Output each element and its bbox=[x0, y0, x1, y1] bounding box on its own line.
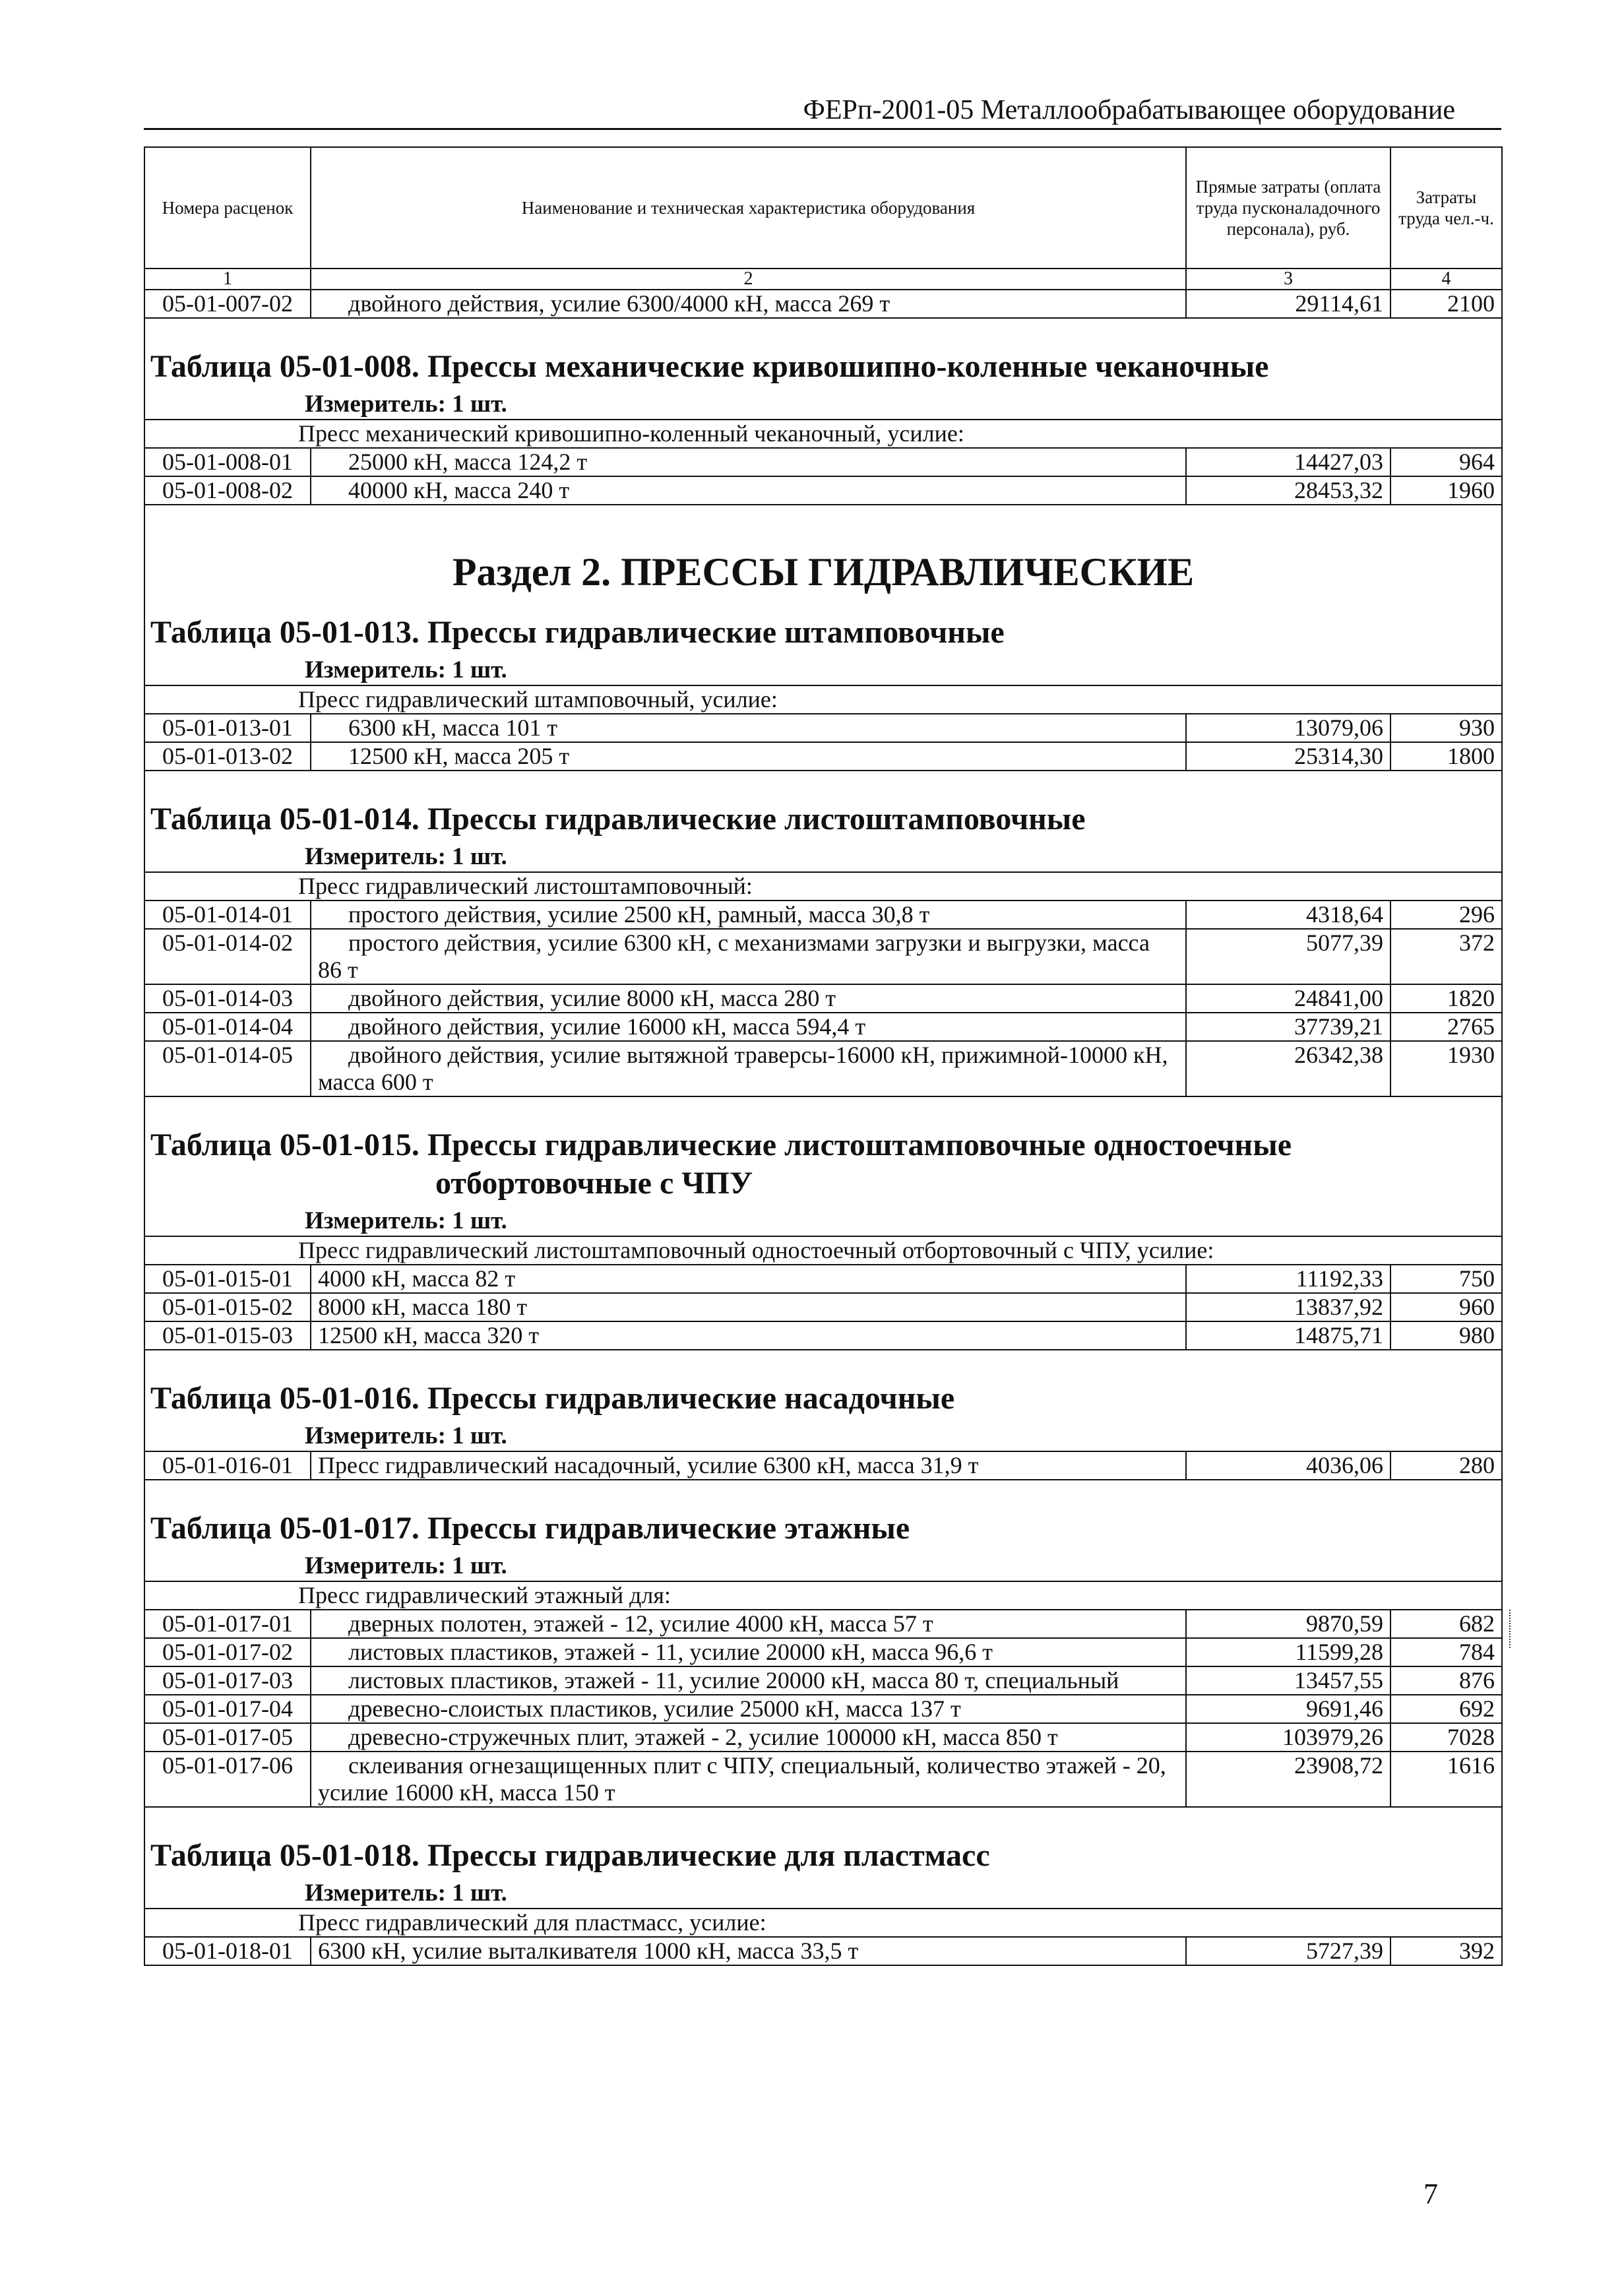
rate-name: 6300 кН, усилие выталкивателя 1000 кН, масса 33,5 т bbox=[311, 1937, 1186, 1965]
rate-name: склеивания огнезащищенных плит с ЧПУ, специальный, количество этажей - 20, усилие 16000 кН, масса 150 т bbox=[311, 1752, 1186, 1807]
rate-name: листовых пластиков, этажей - 11, усилие 20000 кН, масса 96,6 т bbox=[311, 1638, 1186, 1666]
unit-label: Измеритель: 1 шт. bbox=[305, 1880, 507, 1907]
rates-table bbox=[144, 146, 1503, 1966]
unit-label: Измеритель: 1 шт. bbox=[305, 843, 507, 870]
table-title bbox=[145, 1097, 1501, 1208]
rate-cost: 4036,06 bbox=[1186, 1451, 1390, 1480]
rate-name: 8000 кН, масса 180 т bbox=[311, 1293, 1186, 1321]
rate-code: 05-01-014-01 bbox=[144, 901, 311, 929]
group-label: Пресс гидравлический листоштамповочный одностоечный отбортовочный с ЧПУ, усилие: bbox=[144, 1236, 1502, 1265]
unit-label: Измеритель: 1 шт. bbox=[305, 1207, 507, 1234]
rate-labor: 1820 bbox=[1390, 984, 1502, 1013]
table-title: Таблица 05-01-016. Прессы гидравлические насадочные bbox=[150, 1381, 955, 1416]
rate-name: древесно-стружечных плит, этажей - 2, усилие 100000 кН, масса 850 т bbox=[311, 1723, 1186, 1752]
table-row bbox=[144, 1041, 1502, 1096]
table-heading-row bbox=[144, 1350, 1502, 1451]
group-row bbox=[144, 685, 1502, 714]
rate-cost: 9691,46 bbox=[1186, 1695, 1390, 1723]
rate-cost: 11599,28 bbox=[1186, 1638, 1390, 1666]
rate-cost: 14427,03 bbox=[1186, 448, 1390, 476]
table-title: Таблица 05-01-013. Прессы гидравлические штамповочные bbox=[150, 615, 1005, 650]
rate-cost: 23908,72 bbox=[1186, 1752, 1390, 1807]
rate-cost: 26342,38 bbox=[1186, 1041, 1390, 1096]
document-body bbox=[144, 146, 1501, 1966]
rate-name: 25000 кН, масса 124,2 т bbox=[311, 448, 1186, 476]
rate-labor: 750 bbox=[1390, 1265, 1502, 1293]
rate-name: двойного действия, усилие 8000 кН, масса 280 т bbox=[311, 984, 1186, 1013]
group-row bbox=[144, 1581, 1502, 1610]
table-row bbox=[144, 1321, 1502, 1350]
rate-labor: 876 bbox=[1390, 1666, 1502, 1695]
table-row bbox=[144, 742, 1502, 771]
col-number: 3 bbox=[1186, 269, 1390, 290]
col-number: 4 bbox=[1390, 269, 1502, 290]
rate-code: 05-01-014-04 bbox=[144, 1013, 311, 1041]
rate-cost: 13837,92 bbox=[1186, 1293, 1390, 1321]
rate-code: 05-01-017-04 bbox=[144, 1695, 311, 1723]
col-header-cost: Прямые затраты (оплата труда пусконаладочного персонала), руб. bbox=[1186, 147, 1390, 269]
rate-cost: 14875,71 bbox=[1186, 1321, 1390, 1350]
rate-name: простого действия, усилие 2500 кН, рамный, масса 30,8 т bbox=[311, 901, 1186, 929]
col-header-labor: Затраты труда чел.-ч. bbox=[1390, 147, 1502, 269]
table-title-line: Таблица 05-01-015. Прессы гидравлические листоштамповочные одностоечные bbox=[150, 1127, 1292, 1162]
rate-name: дверных полотен, этажей - 12, усилие 4000 кН, масса 57 т bbox=[311, 1610, 1186, 1638]
table-title: Таблица 05-01-018. Прессы гидравлические для пластмасс bbox=[150, 1838, 990, 1873]
group-row bbox=[144, 1236, 1502, 1265]
table-title-continuation: отбортовочные с ЧПУ bbox=[435, 1166, 753, 1201]
rate-code: 05-01-016-01 bbox=[144, 1451, 311, 1480]
group-row bbox=[144, 872, 1502, 901]
rate-code: 05-01-008-01 bbox=[144, 448, 311, 476]
rate-cost: 24841,00 bbox=[1186, 984, 1390, 1013]
rate-name: 12500 кН, масса 320 т bbox=[311, 1321, 1186, 1350]
rate-labor: 930 bbox=[1390, 714, 1502, 742]
group-label: Пресс механический кривошипно-коленный чеканочный, усилие: bbox=[144, 420, 1502, 448]
rate-name: двойного действия, усилие 6300/4000 кН, масса 269 т bbox=[311, 290, 1186, 318]
rate-code: 05-01-015-02 bbox=[144, 1293, 311, 1321]
rate-name: 4000 кН, масса 82 т bbox=[311, 1265, 1186, 1293]
table-row bbox=[144, 714, 1502, 742]
rate-labor: 784 bbox=[1390, 1638, 1502, 1666]
rate-labor: 280 bbox=[1390, 1451, 1502, 1480]
unit-label: Измеритель: 1 шт. bbox=[305, 1422, 507, 1449]
table-title: Таблица 05-01-017. Прессы гидравлические этажные bbox=[150, 1511, 910, 1546]
rate-labor: 1800 bbox=[1390, 742, 1502, 771]
rate-code: 05-01-017-01 bbox=[144, 1610, 311, 1638]
table-row bbox=[144, 984, 1502, 1013]
rate-cost: 25314,30 bbox=[1186, 742, 1390, 771]
table-title: Таблица 05-01-008. Прессы механические кривошипно-коленные чеканочные bbox=[150, 349, 1269, 384]
rate-labor: 682 bbox=[1390, 1610, 1502, 1638]
unit-label: Измеритель: 1 шт. bbox=[305, 391, 507, 418]
table-heading-row bbox=[144, 1807, 1502, 1909]
table-row bbox=[144, 1610, 1502, 1638]
table-header-row bbox=[144, 147, 1502, 269]
table-row bbox=[144, 1937, 1502, 1965]
rate-labor: 980 bbox=[1390, 1321, 1502, 1350]
rate-cost: 28453,32 bbox=[1186, 476, 1390, 505]
rate-cost: 4318,64 bbox=[1186, 901, 1390, 929]
group-label: Пресс гидравлический штамповочный, усилие: bbox=[144, 685, 1502, 714]
margin-mark bbox=[1509, 1610, 1515, 1648]
rate-code: 05-01-017-05 bbox=[144, 1723, 311, 1752]
rate-cost: 9870,59 bbox=[1186, 1610, 1390, 1638]
rate-code: 05-01-018-01 bbox=[144, 1937, 311, 1965]
col-number: 1 bbox=[144, 269, 311, 290]
table-row bbox=[144, 901, 1502, 929]
rate-code: 05-01-014-03 bbox=[144, 984, 311, 1013]
group-row bbox=[144, 420, 1502, 448]
rate-name: 6300 кН, масса 101 т bbox=[311, 714, 1186, 742]
rate-code: 05-01-017-03 bbox=[144, 1666, 311, 1695]
group-label: Пресс гидравлический для пластмасс, усилие: bbox=[144, 1909, 1502, 1937]
table-row bbox=[144, 1752, 1502, 1807]
rate-cost: 5727,39 bbox=[1186, 1937, 1390, 1965]
rate-labor: 7028 bbox=[1390, 1723, 1502, 1752]
rate-labor: 960 bbox=[1390, 1293, 1502, 1321]
table-row bbox=[144, 1695, 1502, 1723]
rate-labor: 296 bbox=[1390, 901, 1502, 929]
rate-code: 05-01-013-02 bbox=[144, 742, 311, 771]
rate-name: 40000 кН, масса 240 т bbox=[311, 476, 1186, 505]
table-row bbox=[144, 1638, 1502, 1666]
col-header-name: Наименование и техническая характеристика оборудования bbox=[311, 147, 1186, 269]
rate-name: простого действия, усилие 6300 кН, с механизмами загрузки и выгрузки, масса 86 т bbox=[311, 929, 1186, 984]
rate-name: Пресс гидравлический насадочный, усилие 6300 кН, масса 31,9 т bbox=[311, 1451, 1186, 1480]
rate-cost: 29114,61 bbox=[1186, 290, 1390, 318]
table-row bbox=[144, 1451, 1502, 1480]
unit-label: Измеритель: 1 шт. bbox=[305, 1552, 507, 1579]
table-row bbox=[144, 929, 1502, 984]
rate-code: 05-01-017-02 bbox=[144, 1638, 311, 1666]
group-row bbox=[144, 1909, 1502, 1937]
page-number: 7 bbox=[1423, 2178, 1438, 2210]
rate-code: 05-01-015-03 bbox=[144, 1321, 311, 1350]
rate-code: 05-01-013-01 bbox=[144, 714, 311, 742]
table-row bbox=[144, 1013, 1502, 1041]
table-heading-row bbox=[144, 771, 1502, 872]
rate-code: 05-01-014-02 bbox=[144, 929, 311, 984]
rate-cost: 103979,26 bbox=[1186, 1723, 1390, 1752]
table-title: Таблица 05-01-014. Прессы гидравлические листоштамповочные bbox=[150, 802, 1086, 837]
rate-cost: 5077,39 bbox=[1186, 929, 1390, 984]
rate-name: 12500 кН, масса 205 т bbox=[311, 742, 1186, 771]
rate-cost: 37739,21 bbox=[1186, 1013, 1390, 1041]
rate-code: 05-01-015-01 bbox=[144, 1265, 311, 1293]
table-row bbox=[144, 448, 1502, 476]
table-row bbox=[144, 1723, 1502, 1752]
rate-cost: 13079,06 bbox=[1186, 714, 1390, 742]
table-row bbox=[144, 1265, 1502, 1293]
rate-cost: 11192,33 bbox=[1186, 1265, 1390, 1293]
table-heading-row bbox=[144, 1096, 1502, 1236]
table-row bbox=[144, 476, 1502, 505]
rate-code: 05-01-014-05 bbox=[144, 1041, 311, 1096]
rate-labor: 2765 bbox=[1390, 1013, 1502, 1041]
rate-name: двойного действия, усилие 16000 кН, масса 594,4 т bbox=[311, 1013, 1186, 1041]
table-row bbox=[144, 1293, 1502, 1321]
rate-labor: 2100 bbox=[1390, 290, 1502, 318]
rate-code: 05-01-008-02 bbox=[144, 476, 311, 505]
table-heading-row bbox=[144, 505, 1502, 685]
page-header bbox=[144, 94, 1501, 130]
section-title: Раздел 2. ПРЕССЫ ГИДРАВЛИЧЕСКИЕ bbox=[452, 550, 1195, 594]
rate-name: листовых пластиков, этажей - 11, усилие 20000 кН, масса 80 т, специальный bbox=[311, 1666, 1186, 1695]
group-label: Пресс гидравлический листоштамповочный: bbox=[144, 872, 1502, 901]
rate-labor: 1930 bbox=[1390, 1041, 1502, 1096]
rate-labor: 1960 bbox=[1390, 476, 1502, 505]
rate-name: древесно-слоистых пластиков, усилие 25000 кН, масса 137 т bbox=[311, 1695, 1186, 1723]
rate-labor: 392 bbox=[1390, 1937, 1502, 1965]
rate-cost: 13457,55 bbox=[1186, 1666, 1390, 1695]
table-row bbox=[144, 1666, 1502, 1695]
table-heading-row bbox=[144, 1480, 1502, 1581]
page-header-title: ФЕРп-2001-05 Металлообрабатывающее оборудование bbox=[803, 95, 1455, 125]
table-row bbox=[144, 290, 1502, 318]
rate-labor: 1616 bbox=[1390, 1752, 1502, 1807]
unit-label: Измеритель: 1 шт. bbox=[305, 656, 507, 683]
rate-code: 05-01-017-06 bbox=[144, 1752, 311, 1807]
rate-labor: 372 bbox=[1390, 929, 1502, 984]
rate-labor: 964 bbox=[1390, 448, 1502, 476]
rate-labor: 692 bbox=[1390, 1695, 1502, 1723]
rate-name: двойного действия, усилие вытяжной траверсы-16000 кН, прижимной-10000 кН, масса 600 т bbox=[311, 1041, 1186, 1096]
table-heading-row bbox=[144, 318, 1502, 420]
column-numbers-row bbox=[144, 269, 1502, 290]
rate-code: 05-01-007-02 bbox=[144, 290, 311, 318]
group-label: Пресс гидравлический этажный для: bbox=[144, 1581, 1502, 1610]
col-header-code: Номера расценок bbox=[144, 147, 311, 269]
col-number: 2 bbox=[311, 269, 1186, 290]
